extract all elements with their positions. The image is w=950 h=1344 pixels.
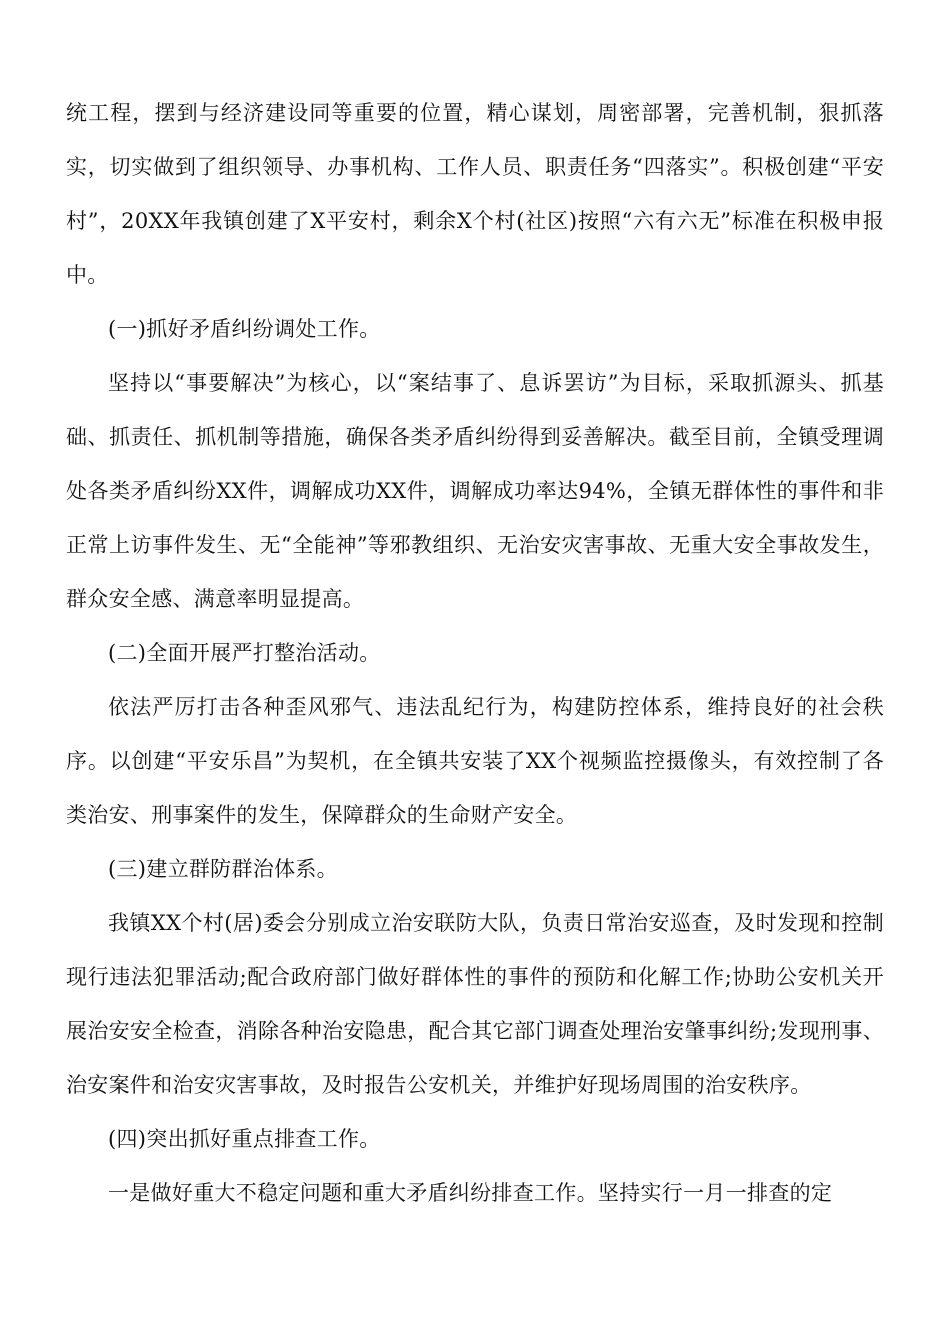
paragraph-intro-continuation: 统工程，摆到与经济建设同等重要的位置，精心谋划，周密部署，完善机制，狠抓落实，切实做到了组织领导、办事机构、工作人员、职责任务“四落实”。积极创建“平安村”，20XX年我镇创建了X平安村，剩余X个村(社区)按照“六有六无”标准在积极申报中。: [66, 101, 884, 287]
section-heading-2: (二)全面开展严打整治活动。: [108, 641, 381, 665]
paragraph-dispute-mediation: 坚持以“事要解决”为核心，以“案结事了、息诉罢访”为目标，采取抓源头、抓基础、抓责任、抓机制等措施，确保各类矛盾纠纷得到妥善解决。截至目前，全镇受理调处各类矛盾纠纷XX件，调解成功XX件，调解成功率达94%，全镇无群体性的事件和非正常上访事件发生、无“全能神”等邪教组织、无治安灾害事故、无重大安全事故发生，群众安全感、满意率明显提高。: [66, 371, 884, 611]
section-heading-3: (三)建立群防群治体系。: [108, 857, 338, 881]
paragraph-key-inspection: 一是做好重大不稳定问题和重大矛盾纠纷排查工作。坚持实行一月一排查的定: [108, 1181, 833, 1205]
document-body: [66, 86, 884, 1220]
paragraph-mass-prevention: 我镇XX个村(居)委会分别成立治安联防大队，负责日常治安巡查，及时发现和控制现行违法犯罪活动;配合政府部门做好群体性的事件的预防和化解工作;协助公安机关开展治安安全检查，消除各种治安隐患，配合其它部门调查处理治安肇事纠纷;发现刑事、治安案件和治安灾害事故，及时报告公安机关，并维护好现场周围的治安秩序。: [66, 911, 884, 1097]
section-heading-1: (一)抓好矛盾纠纷调处工作。: [108, 317, 381, 341]
section-heading-4: (四)突出抓好重点排查工作。: [108, 1127, 381, 1151]
paragraph-crackdown: 依法严厉打击各种歪风邪气、违法乱纪行为，构建防控体系，维持良好的社会秩序。以创建“平安乐昌”为契机，在全镇共安装了XX个视频监控摄像头，有效控制了各类治安、刑事案件的发生，保障群众的生命财产安全。: [66, 695, 884, 827]
